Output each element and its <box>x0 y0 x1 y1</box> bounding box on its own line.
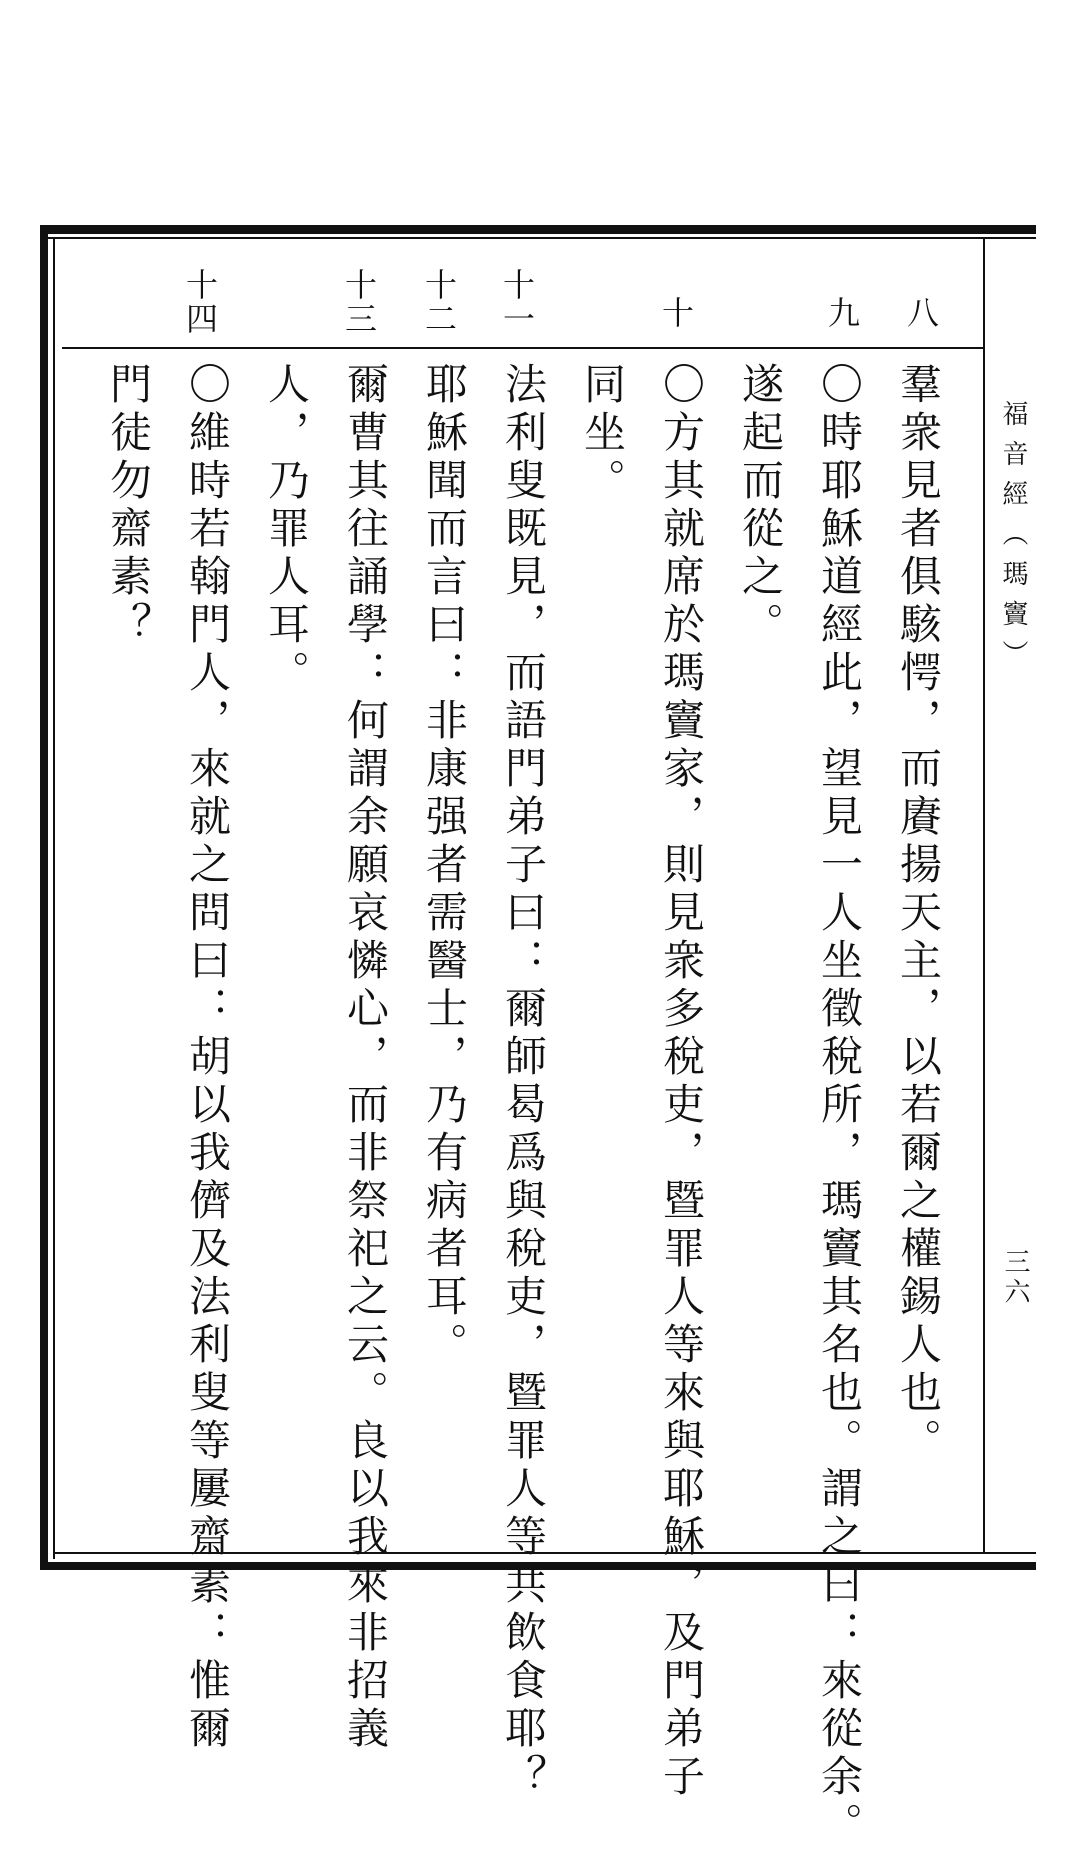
text-column-7: 耶穌聞而言曰：非康强者需醫士，乃有病者耳。 <box>420 362 469 1370</box>
verse-number-8: 八 <box>902 296 940 330</box>
running-title: 福音經（瑪竇） <box>998 400 1028 680</box>
text-column-4: 〇方其就席於瑪竇家，則見衆多稅吏，暨罪人等來與耶穌，及門弟子 <box>657 362 706 1802</box>
text-column-3: 遂起而從之。 <box>736 362 785 650</box>
page-number: 三六 <box>1000 1248 1030 1308</box>
frame-top-rule <box>40 225 1036 234</box>
text-column-10: 〇維時若翰門人，來就之問曰：胡以我儕及法利叟等屢齋素：惟爾 <box>183 362 232 1754</box>
text-column-5: 同坐。 <box>578 362 627 506</box>
verse-number-12: 十二 <box>420 268 458 336</box>
verse-number-9: 九 <box>823 296 861 330</box>
text-column-2: 〇時耶穌道經此，望見一人坐徵稅所，瑪竇其名也。謂之曰：來從余。 <box>815 362 864 1850</box>
text-column-6: 法利叟既見，而語門弟子曰：爾師曷爲與稅吏，暨罪人等共飲食耶？ <box>499 362 548 1802</box>
frame-left-inner-rule <box>53 237 55 1559</box>
text-column-1: 羣衆見者俱駭愕，而賡揚天主，以若爾之權錫人也。 <box>894 362 943 1466</box>
verse-number-11: 十一 <box>498 268 536 336</box>
text-column-8: 爾曹其往誦學：何謂余願哀憐心，而非祭祀之云。良以我來非招義 <box>341 362 390 1754</box>
verse-number-14: 十四 <box>181 268 219 336</box>
frame-left-rule <box>40 225 48 1570</box>
margin-divider <box>983 237 985 1554</box>
verse-number-rule <box>62 347 983 349</box>
text-column-11: 門徒勿齋素？ <box>104 362 153 650</box>
verse-number-10: 十 <box>657 296 695 330</box>
verse-number-13: 十三 <box>340 268 378 336</box>
text-column-9: 人，乃罪人耳。 <box>262 362 311 698</box>
frame-top-inner-rule <box>48 237 1036 239</box>
